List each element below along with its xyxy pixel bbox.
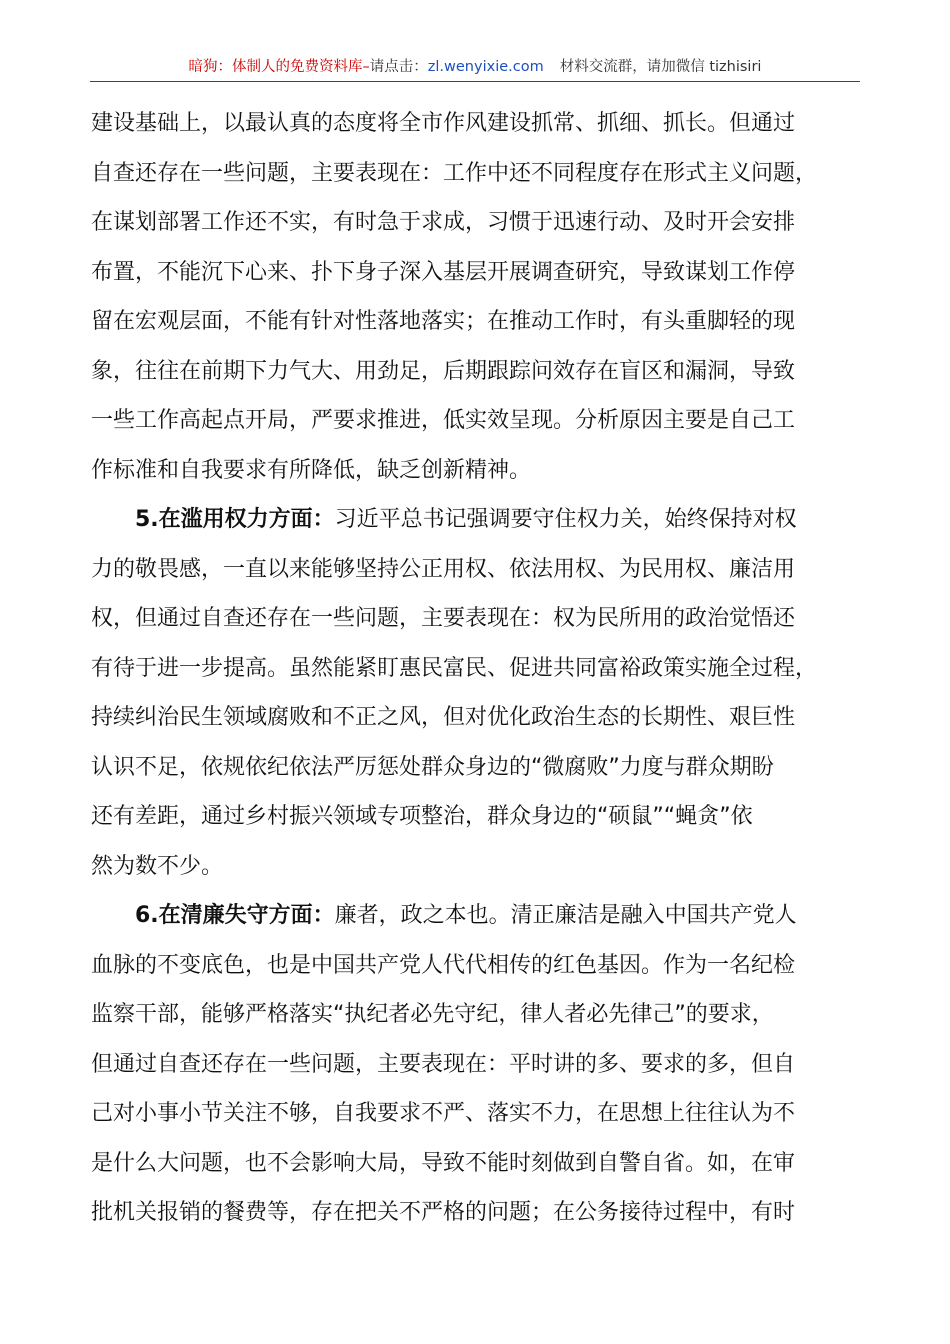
text-line: 但通过自查还存在一些问题，主要表现在：平时讲的多、要求的多，但自 [91, 1051, 796, 1077]
text-line: 然为数不少。 [91, 853, 224, 879]
text-line: 己对小事小节关注不够，自我要求不严、落实不力，在思想上往往认为不 [91, 1101, 796, 1126]
text-line: 自查还存在一些问题，主要表现在：工作中还不同程度存在形式主义问题， [91, 160, 818, 186]
text-line: 一些工作高起点开局，严要求推进，低实效呈现。分析原因主要是自己工 [91, 408, 796, 433]
text-line: 批机关报销的餐费等，存在把关不严格的问题；在公务接待过程中，有时 [91, 1200, 796, 1225]
text-line: 监察干部，能够严格落实“执纪者必先守纪，律人者必先律己”的要求， [91, 1002, 774, 1027]
text-line: 留在宏观层面，不能有针对性落地落实；在推动工作时，有头重脚轻的现 [91, 309, 796, 334]
text-line: 权，但通过自查还存在一些问题，主要表现在：权为民所用的政治觉悟还 [91, 606, 796, 631]
text-line: 在谋划部署工作还不实，有时急于求成，习惯于迅速行动、及时开会安排 [91, 210, 796, 235]
page-header [90, 56, 860, 78]
section-5-heading-line: 5.在滥用权力方面：习近平总书记强调要守住权力关，始终保持对权 [135, 507, 797, 532]
text-line: 有待于进一步提高。虽然能紧盯惠民富民、促进共同富裕政策实施全过程， [91, 655, 818, 681]
header-prompt-text: 请点击： [369, 59, 428, 75]
text-line: 布置，不能沉下心来、扑下身子深入基层开展调查研究，导致谋划工作停 [91, 259, 796, 285]
text-line: 作标准和自我要求有所降低，缺乏创新精神。 [91, 457, 532, 483]
section-6-heading: 6.在清廉失守方面： [135, 903, 335, 928]
section-5-heading: 5.在滥用权力方面： [135, 507, 335, 532]
text-line: 认识不足，依规依纪依法严厉惩处群众身边的“微腐败”力度与群众期盼 [91, 754, 774, 780]
section-6-heading-line: 6.在清廉失守方面：廉者，政之本也。清正廉洁是融入中国共产党人 [135, 903, 797, 928]
header-site-link[interactable]: zl.wenyixie.com [427, 59, 544, 75]
header-group-note: 材料交流群，请加微信 tizhisiri [559, 59, 762, 75]
text-line: 建设基础上，以最认真的态度将全市作风建设抓常、抓细、抓长。但通过 [91, 111, 796, 136]
text-line: 血脉的不变底色，也是中国共产党人代代相传的红色基因。作为一名纪检 [91, 952, 796, 978]
text-line: 是什么大问题，也不会影响大局，导致不能时刻做到自警自省。如，在审 [91, 1150, 796, 1176]
text-line: 象，往往在前期下力气大、用劲足，后期跟踪问效存在盲区和漏洞，导致 [91, 358, 796, 384]
text-line: 力的敬畏感，一直以来能够坚持公正用权、依法用权、为民用权、廉洁用 [91, 556, 796, 582]
header-brand-text: 暗狗：体制人的免费资料库 [188, 59, 363, 75]
document-body [91, 99, 871, 1238]
header-divider [90, 81, 860, 82]
header-separator: – [362, 59, 370, 75]
text-line: 持续纠治民生领域腐败和不正之风，但对优化政治生态的长期性、艰巨性 [91, 705, 796, 730]
text-line: 还有差距，通过乡村振兴领域专项整治，群众身边的“硕鼠”“蝇贪”依 [91, 804, 753, 829]
